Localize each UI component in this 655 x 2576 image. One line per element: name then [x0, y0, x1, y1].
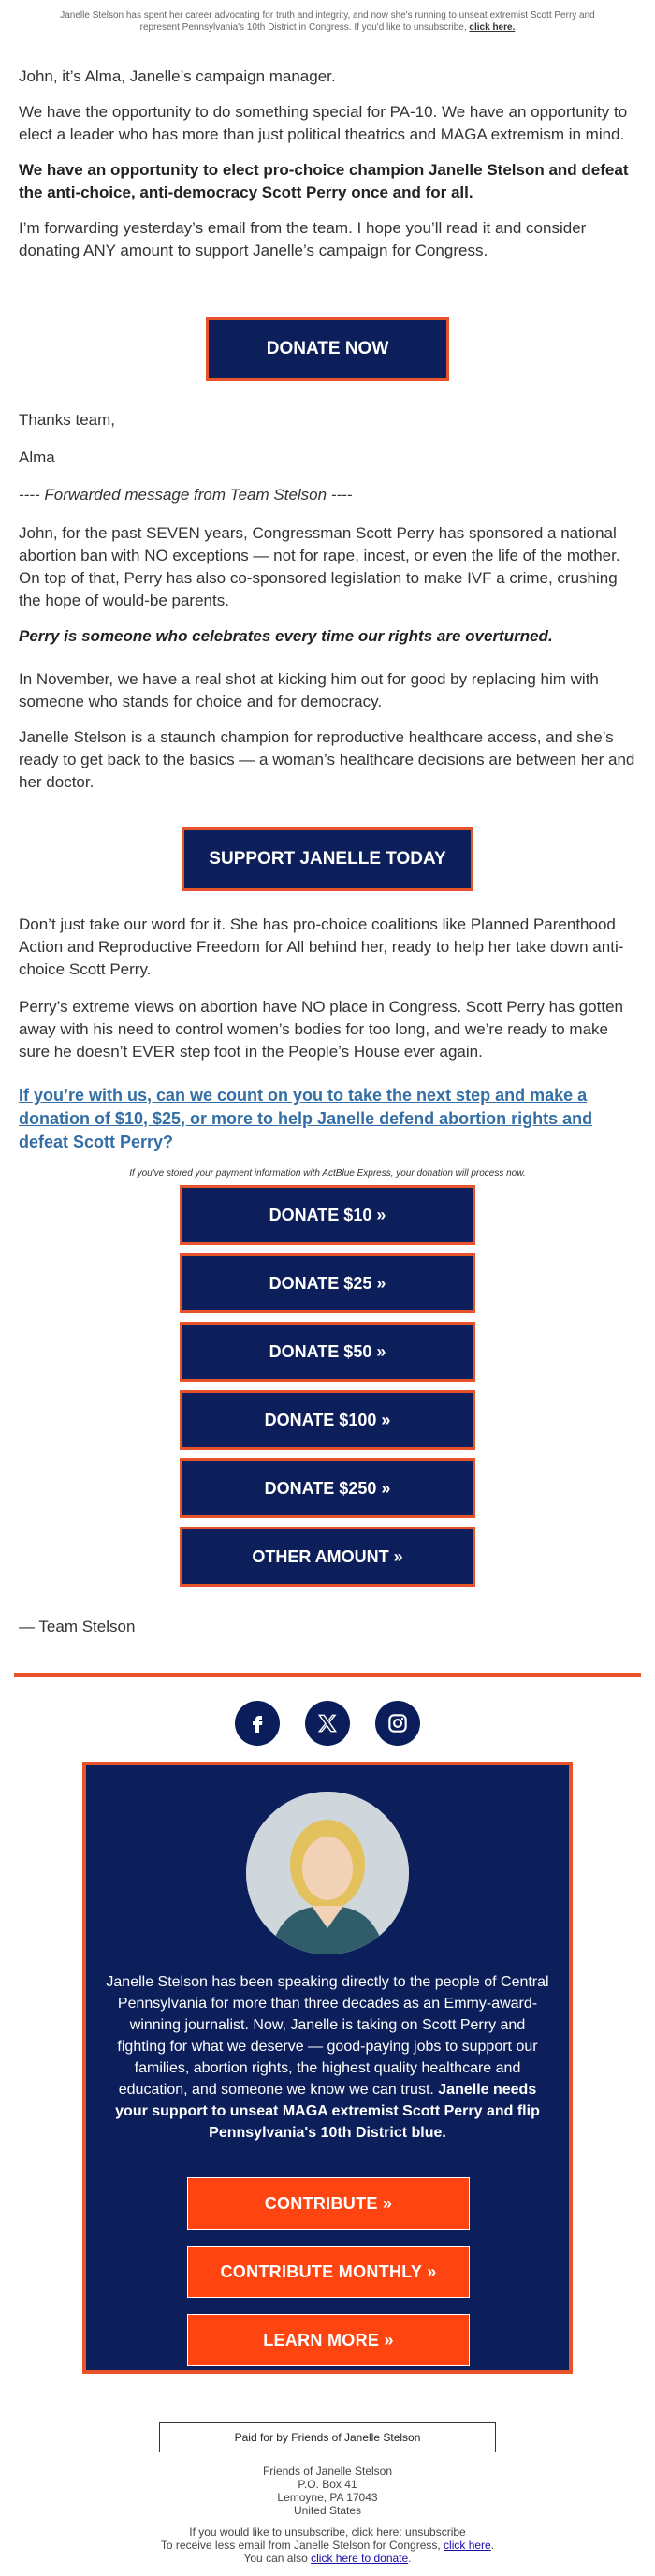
footer-less-email-link[interactable]: click here: [444, 2539, 491, 2552]
footer-donate-prefix: You can also: [243, 2552, 312, 2565]
donation-ask-link[interactable]: If you’re with us, can we count on you to take the next step and make a donation of $10, $25, or more to help Janelle defend abortion rights and defeat Scott Perry?: [19, 1086, 593, 1151]
instagram-icon[interactable]: [375, 1701, 420, 1746]
paragraph-opportunity: We have the opportunity to do something special for PA-10. We have an opportunity to elect a leader who has more than just political theatrics and MAGA extremism in mind.: [19, 103, 628, 143]
paragraph-november: In November, we have a real shot at kicking him out for good by replacing him with someone who stands for choice and for democracy.: [19, 670, 599, 710]
section-divider: [14, 1673, 641, 1677]
footer-links: [0, 2525, 655, 2565]
footer-donate-link[interactable]: click here to donate: [311, 2552, 409, 2565]
signoff-team-stelson: — Team Stelson: [19, 1617, 136, 1635]
footer-less-email-text: To receive less email from Janelle Stelson for Congress,: [160, 2539, 444, 2552]
greeting: John, it’s Alma, Janelle’s campaign manager.: [19, 67, 336, 85]
donate-10-button[interactable]: DONATE $10 »: [180, 1185, 475, 1245]
paragraph-coalitions: Don’t just take our word for it. She has pro-choice coalitions like Planned Parenthood Action and Reproductive Freedom for All behind her, ready to help her take down anti-choice Scott Perry.: [19, 915, 624, 978]
preheader-unsubscribe-link[interactable]: click here.: [469, 22, 516, 33]
paragraph-abortion-ban: John, for the past SEVEN years, Congressman Scott Perry has sponsored a national abortion ban with NO exceptions — not for rape, incest, or even the life of the mother. On top of that, Perry has also co-sponsored legislation to make IVF a crime, crushing the hope of would-be parents.: [19, 524, 620, 609]
forwarded-header: ---- Forwarded message from Team Stelson ----: [19, 486, 353, 504]
footer-less-email: To receive less email from Janelle Stelson for Congress, click here.: [160, 2539, 495, 2552]
bio-box: [82, 1762, 573, 2374]
footer-donate: You can also click here to donate.: [243, 2552, 412, 2565]
footer-address: [0, 2465, 655, 2517]
other-amount-button[interactable]: OTHER AMOUNT »: [180, 1527, 475, 1587]
contribute-button[interactable]: CONTRIBUTE »: [187, 2177, 470, 2230]
x-icon[interactable]: [305, 1701, 350, 1746]
donate-50-button[interactable]: DONATE $50 »: [180, 1322, 475, 1382]
signature-alma: Alma: [19, 448, 55, 466]
footer-unsubscribe-text[interactable]: If you would like to unsubscribe, click here: unsubscribe: [189, 2525, 466, 2539]
footer-address-line1: P.O. Box 41: [298, 2478, 357, 2491]
donate-25-button[interactable]: DONATE $25 »: [180, 1253, 475, 1313]
paragraph-bold-opportunity: We have an opportunity to elect pro-choice champion Janelle Stelson and defeat the anti-choice, anti-democracy Scott Perry once and for all.: [19, 161, 629, 201]
janelle-stelson-portrait: [246, 1792, 409, 1954]
facebook-icon[interactable]: [235, 1701, 280, 1746]
thanks-text: Thanks team,: [19, 411, 115, 429]
paragraph-perry-celebrates: Perry is someone who celebrates every time our rights are overturned.: [19, 627, 553, 645]
actblue-express-note: If you've stored your payment information with ActBlue Express, your donation will process now.: [129, 1168, 526, 1178]
footer-address-line2: Lemoyne, PA 17043: [277, 2491, 378, 2504]
bio-bold-call: Janelle needs your support to unseat MAGA extremist Scott Perry and flip Pennsylvania's 10th District blue.: [115, 2082, 540, 2141]
footer-country: United States: [293, 2504, 362, 2517]
contribute-monthly-button[interactable]: CONTRIBUTE MONTHLY »: [187, 2246, 470, 2298]
bio-text: [105, 1971, 550, 2144]
preheader: [0, 0, 655, 36]
donate-100-button[interactable]: DONATE $100 »: [180, 1390, 475, 1450]
paid-for-disclaimer: Paid for by Friends of Janelle Stelson: [159, 2422, 496, 2452]
bio-paragraph: Janelle Stelson has been speaking directly to the people of Central Pennsylvania for more than three decades as an Emmy-award-winning journalist. Now, Janelle is taking on Scott Perry and fighting for what we deserve — good-paying jobs to support our families, abortion rights, the highest quality healthcare and education, and someone we know we can trust.: [106, 1974, 549, 2098]
preheader-text: Janelle Stelson has spent her career advocating for truth and integrity, and now she's running to unseat extremist Scott Perry and represent Pennsylvania's 10th District in Congress. If you'd like to unsubscribe,: [60, 10, 595, 33]
donate-now-button[interactable]: DONATE NOW: [206, 317, 449, 381]
paragraph-champion: Janelle Stelson is a staunch champion for reproductive healthcare access, and she’s ready to get back to the basics — a woman’s healthcare decisions are between her and her doctor.: [19, 728, 635, 791]
learn-more-button[interactable]: LEARN MORE »: [187, 2314, 470, 2366]
paragraph-forwarding: I’m forwarding yesterday’s email from the team. I hope you’ll read it and consider donating ANY amount to support Janelle’s campaign for Congress.: [19, 219, 587, 259]
donate-250-button[interactable]: DONATE $250 »: [180, 1458, 475, 1518]
paragraph-extreme-views: Perry’s extreme views on abortion have NO place in Congress. Scott Perry has gotten away with his need to control women’s bodies for too long, and we’re ready to make sure he doesn’t EVER step foot in the People’s House ever again.: [19, 998, 623, 1061]
support-janelle-button[interactable]: SUPPORT JANELLE TODAY: [182, 827, 473, 891]
footer-org: Friends of Janelle Stelson: [262, 2465, 393, 2478]
